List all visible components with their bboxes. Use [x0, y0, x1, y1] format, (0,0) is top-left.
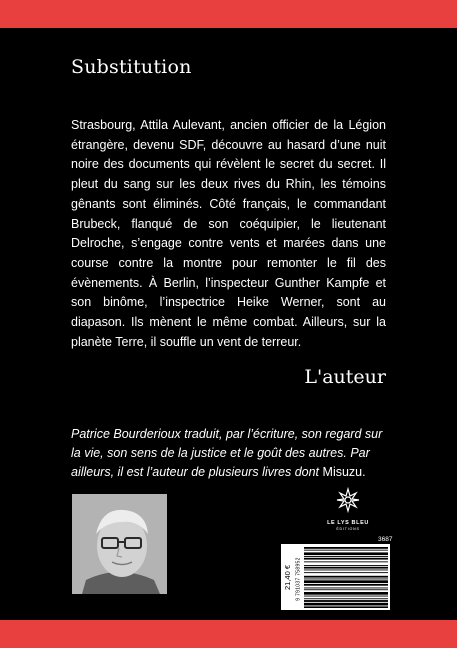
barcode-bar: [304, 550, 388, 551]
barcode-bar: [304, 558, 388, 560]
lily-icon: [335, 487, 361, 513]
barcode-bar: [304, 565, 388, 566]
barcode-bar: [304, 606, 388, 608]
barcode-bar: [304, 598, 388, 599]
barcode-bar: [304, 576, 388, 578]
author-bio: [71, 425, 389, 482]
barcode-bar: [304, 556, 388, 557]
isbn-text: 9 791037 758952: [296, 557, 302, 601]
barcode-bar: [304, 567, 388, 569]
author-bio-book-title: Misuzu.: [322, 465, 366, 479]
barcode-bar: [304, 589, 388, 590]
book-summary: Strasbourg, Attila Aulevant, ancien officier de la Légion étrangère, devenu SDF, découvre au hasard d’une nuit noire des documents qui révèlent le secret du secret. Il pleut du sang sur les deux rives du Rhin, les témoins gênants sont éliminés. Côté français, le commandant Brubeck, flanqué de son coéquipier, le lieutenant Delroche, s’engage contre vents et marées dans une course contre la montre pour remonter le fil des évènements. À Berlin, l’inspecteur Gunther Kampfe et son binôme, l’inspectrice Heike Werner, sont au diapason. Ils mènent le même combat. Ailleurs, sur la planète Terre, il souffle un vent de terreur.: [71, 118, 386, 349]
barcode-bar: [304, 579, 388, 580]
barcode-bar: [304, 596, 388, 597]
barcode-bar: [304, 580, 388, 583]
barcode-bar: [304, 572, 388, 573]
bottom-red-stripe: [0, 620, 457, 648]
barcode-bar: [304, 600, 388, 602]
barcode-icon: [304, 546, 388, 608]
barcode-bar: [304, 570, 388, 571]
barcode-bar: [304, 552, 388, 555]
book-title: Substitution: [71, 56, 192, 78]
price-text: 21,40 €: [283, 564, 293, 590]
publisher-subtitle: ÉDITIONS: [336, 527, 360, 531]
product-code: 3687: [378, 536, 393, 543]
barcode-bar: [304, 547, 388, 549]
barcode-bar: [304, 588, 388, 589]
barcode-bar: [304, 603, 388, 606]
barcode-bar: [304, 584, 388, 586]
author-photo: [72, 494, 167, 594]
publisher-logo: [322, 487, 374, 537]
barcode-bar: [304, 561, 388, 562]
author-bio-text: Patrice Bourderioux traduit, par l’écriture, son regard sur la vie, son sens de la justice et le goût des autres. Par ailleurs, il est l’auteur de plusieurs livres dont: [71, 427, 383, 479]
barcode-bar: [304, 592, 388, 595]
top-red-stripe: [0, 0, 457, 28]
author-heading: L'auteur: [304, 366, 386, 388]
publisher-name: LE LYS BLEU: [327, 520, 369, 526]
